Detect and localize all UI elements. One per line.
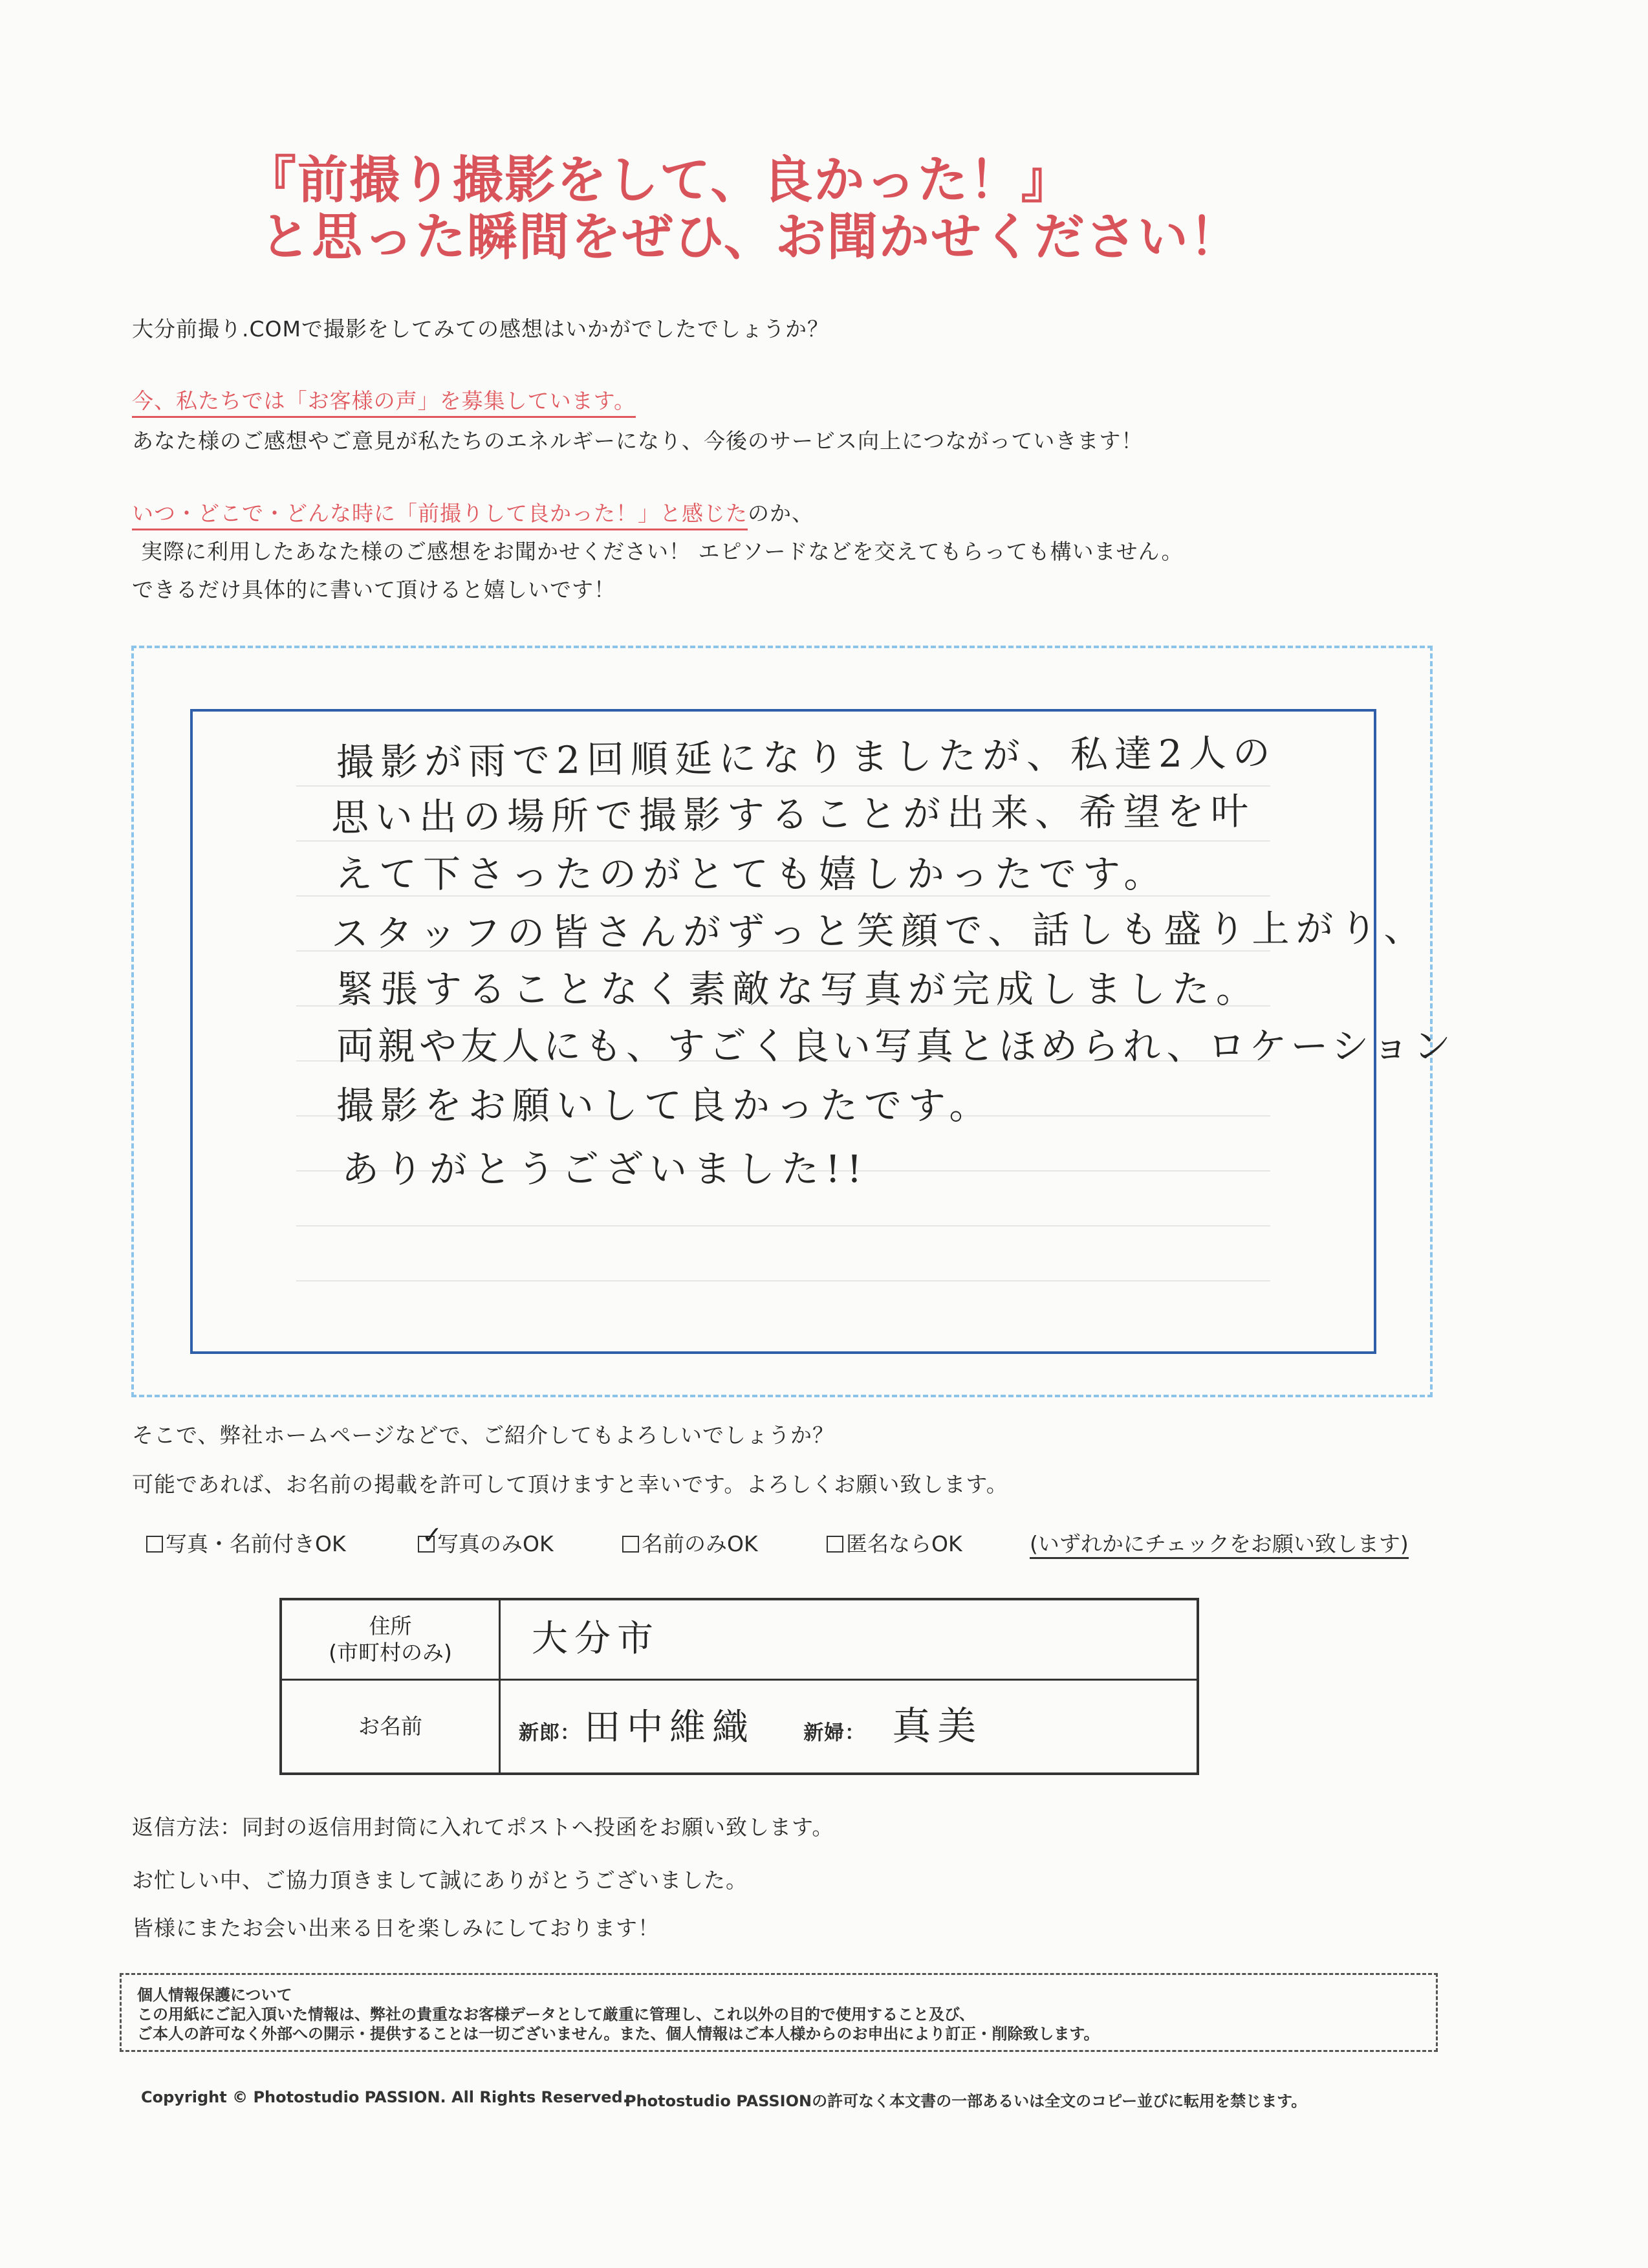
option-label: 名前のみOK: [642, 1531, 758, 1556]
guide-line: [296, 1225, 1270, 1227]
copy-notice: Photostudio PASSIONの許可なく本文書の一部あるいは全文のコピー並びに転用を禁じます。: [625, 2092, 1307, 2110]
guide-line: [296, 785, 1270, 787]
option-note: (いずれかにチェックをお願い致します): [1030, 1533, 1409, 1559]
when-rest: のか、: [748, 501, 814, 526]
address-label-cell: [281, 1599, 500, 1679]
option-label: 写真のみOK: [437, 1531, 554, 1556]
guide-line: [296, 840, 1270, 842]
when-text: [132, 503, 814, 524]
thanks-text: お忙しい中、ご協力頂きまして誠にありがとうございました。: [132, 1868, 748, 1893]
privacy-line2: ご本人の許可なく外部への開示・提供することは一切ございません。また、個人情報はご本人様からのお申出により訂正・削除致します。: [137, 2025, 1100, 2043]
checkbox-icon[interactable]: [622, 1536, 639, 1553]
option-photo-and-name[interactable]: [146, 1533, 346, 1554]
checkbox-icon[interactable]: [146, 1536, 163, 1553]
option-anonymous[interactable]: [827, 1533, 962, 1554]
name-label-cell: お名前: [281, 1679, 500, 1774]
intro-question: 大分前撮り.COMで撮影をしてみての感想はいかがでしたでしょうか？: [132, 316, 829, 342]
groom-name: 田中維織: [584, 1706, 755, 1749]
option-photo-only[interactable]: [418, 1521, 554, 1556]
bride-label: 新婦：: [803, 1721, 866, 1745]
groom-label: 新郎：: [519, 1721, 581, 1745]
privacy-line1: この用紙にご記入頂いた情報は、弊社の貴重なお客様データとして厳重に管理し、これ以外の目的で使用すること及び、: [137, 2005, 975, 2023]
see-you-text: 皆様にまたお会い出来る日を楽しみにしております！: [132, 1915, 660, 1941]
privacy-heading: 個人情報保護について: [137, 1986, 292, 2004]
handwritten-line: 撮影が雨で2回順延になりましたが、私達2人の: [336, 730, 1277, 785]
handwritten-line: えて下さったのがとても嬉しかったです。: [335, 852, 1168, 896]
address-value: 大分市: [532, 1618, 660, 1661]
actual-text: 実際に利用したあなた様のご感想をお聞かせください！ エピソードなどを交えてもらっても構いません。: [141, 539, 1184, 564]
reply-method: 返信方法：同封の返信用封筒に入れてポストへ投函をお願い致します。: [132, 1815, 834, 1840]
bride-name: 真美: [892, 1703, 983, 1749]
address-sub-label: (市町村のみ): [329, 1640, 452, 1666]
page-title-line2: と思った瞬間をぜひ、お聞かせください！: [260, 208, 1241, 267]
checkbox-icon[interactable]: [827, 1536, 843, 1553]
page-title-line1: 『前撮り撮影をして、良かった！』: [246, 151, 1073, 210]
specific-text: できるだけ具体的に書いて頂けると嬉しいです！: [132, 577, 616, 602]
guide-line: [296, 1280, 1270, 1281]
option-name-only[interactable]: [622, 1533, 758, 1554]
handwritten-line: ありがとうございました!!: [342, 1147, 869, 1191]
energy-text: あなた様のご感想やご意見が私たちのエネルギーになり、今後のサービス向上につながっていきます！: [132, 428, 1144, 453]
checkbox-checked-icon[interactable]: [418, 1521, 442, 1553]
copyright: Copyright © Photostudio PASSION. All Rights Reserved.: [141, 2088, 629, 2106]
handwritten-line: スタッフの皆さんがずっと笑顔で、話しも盛り上がり、: [331, 906, 1428, 956]
recruit-underlined: 今、私たちでは「お客様の声」を募集しています。: [132, 388, 636, 418]
info-table: [279, 1598, 1199, 1775]
address-label: 住所: [369, 1613, 412, 1639]
handwritten-line: 緊張することなく素敵な写真が完成しました。: [336, 967, 1261, 1011]
handwritten-line: 撮影をお願いして良かったです。: [336, 1084, 993, 1128]
option-label: 写真・名前付きOK: [166, 1531, 346, 1556]
handwritten-line: 両親や友人にも、すごく良い写真とほめられ、ロケーション: [336, 1024, 1455, 1068]
option-label: 匿名ならOK: [846, 1531, 962, 1556]
permission-request: 可能であれば、お名前の掲載を許可して頂けますと幸いです。よろしくお願い致します。: [132, 1472, 1008, 1497]
name-value-cell[interactable]: [500, 1679, 1198, 1774]
handwritten-tick-icon: ✓: [422, 1521, 442, 1549]
address-row: [281, 1599, 1198, 1679]
privacy-notice-box: [120, 1973, 1438, 2052]
handwritten-line: 思い出の場所で撮影することが出来、希望を叶: [331, 789, 1255, 840]
when-red: いつ・どこで・どんな時に「前撮りして良かった！」と感じた: [132, 501, 748, 530]
recruit-text: [132, 390, 636, 411]
address-value-cell[interactable]: [500, 1599, 1198, 1679]
name-row: [281, 1679, 1198, 1774]
permission-question: そこで、弊社ホームページなどで、ご紹介してもよろしいでしょうか？: [132, 1423, 835, 1448]
